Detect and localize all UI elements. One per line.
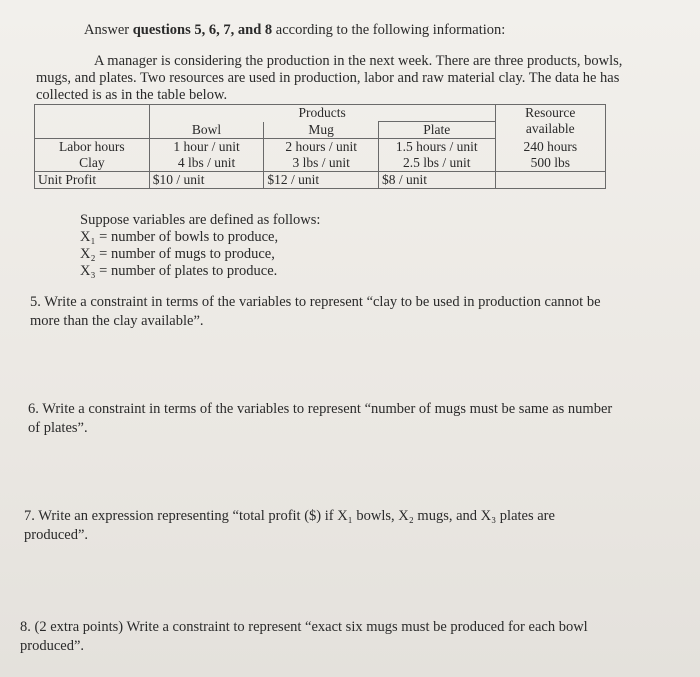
row-label-clay: Clay bbox=[35, 155, 150, 172]
cell-labor-mug: 2 hours / unit bbox=[264, 139, 379, 156]
products-header: Products bbox=[149, 105, 495, 122]
row-label-labor: Labor hours bbox=[35, 139, 150, 156]
variable-definitions bbox=[80, 212, 320, 280]
empty-corner bbox=[35, 105, 150, 122]
question-8: 8. (2 extra points) Write a constraint to represent “exact six mugs must be produced for each bowl produced”. bbox=[20, 619, 588, 654]
cell-profit-mug: $12 / unit bbox=[264, 172, 379, 189]
cell-labor-bowl: 1 hour / unit bbox=[149, 139, 264, 156]
instruction-prefix: Answer bbox=[84, 22, 133, 38]
col-header-mug: Mug bbox=[264, 122, 379, 139]
cell-profit-plate: $8 / unit bbox=[378, 172, 495, 189]
variable-x3: X₃ = number of plates to produce. bbox=[80, 263, 278, 279]
variable-x1: X₁ = number of bowls to produce, bbox=[80, 229, 279, 245]
cell-clay-mug: 3 lbs / unit bbox=[264, 155, 379, 172]
question-5: 5. Write a constraint in terms of the variables to represent “clay to be used in production cannot be more than the clay available”. bbox=[30, 294, 601, 329]
cell-labor-available: 240 hours bbox=[495, 139, 605, 156]
instruction-bold: questions 5, 6, 7, and 8 bbox=[132, 22, 273, 38]
cell-labor-plate: 1.5 hours / unit bbox=[378, 139, 495, 156]
cell-profit-available bbox=[495, 172, 605, 189]
cell-clay-bowl: 4 lbs / unit bbox=[149, 155, 264, 172]
resource-header bbox=[495, 105, 605, 139]
question-7: 7. Write an expression representing “total profit ($) if X₁ bowls, X₂ mugs, and X₃ plates are produced”. bbox=[24, 508, 555, 543]
variables-intro: Suppose variables are defined as follows: bbox=[80, 212, 321, 228]
instruction-line bbox=[84, 22, 505, 39]
data-table bbox=[34, 104, 606, 189]
question-6: 6. Write a constraint in terms of the variables to represent “number of mugs must be same as number of plates”. bbox=[28, 401, 613, 436]
cell-clay-plate: 2.5 lbs / unit bbox=[378, 155, 495, 172]
empty-cell bbox=[35, 122, 150, 139]
variable-x2: X₂ = number of mugs to produce, bbox=[80, 246, 275, 262]
cell-clay-available: 500 lbs bbox=[495, 155, 605, 172]
col-header-plate: Plate bbox=[378, 122, 495, 139]
cell-profit-bowl: $10 / unit bbox=[149, 172, 264, 189]
row-label-profit: Unit Profit bbox=[35, 172, 150, 189]
resource-header-line1: Resource bbox=[525, 105, 576, 120]
intro-paragraph: A manager is considering the production in the next week. There are three products, bowls, mugs, and plates. Two resources are used in production, labor and raw material clay. The data he has collected is as in the table below. bbox=[36, 53, 623, 103]
instruction-suffix: according to the following information: bbox=[272, 22, 506, 38]
col-header-bowl: Bowl bbox=[149, 122, 264, 139]
resource-header-line2: available bbox=[525, 121, 575, 136]
